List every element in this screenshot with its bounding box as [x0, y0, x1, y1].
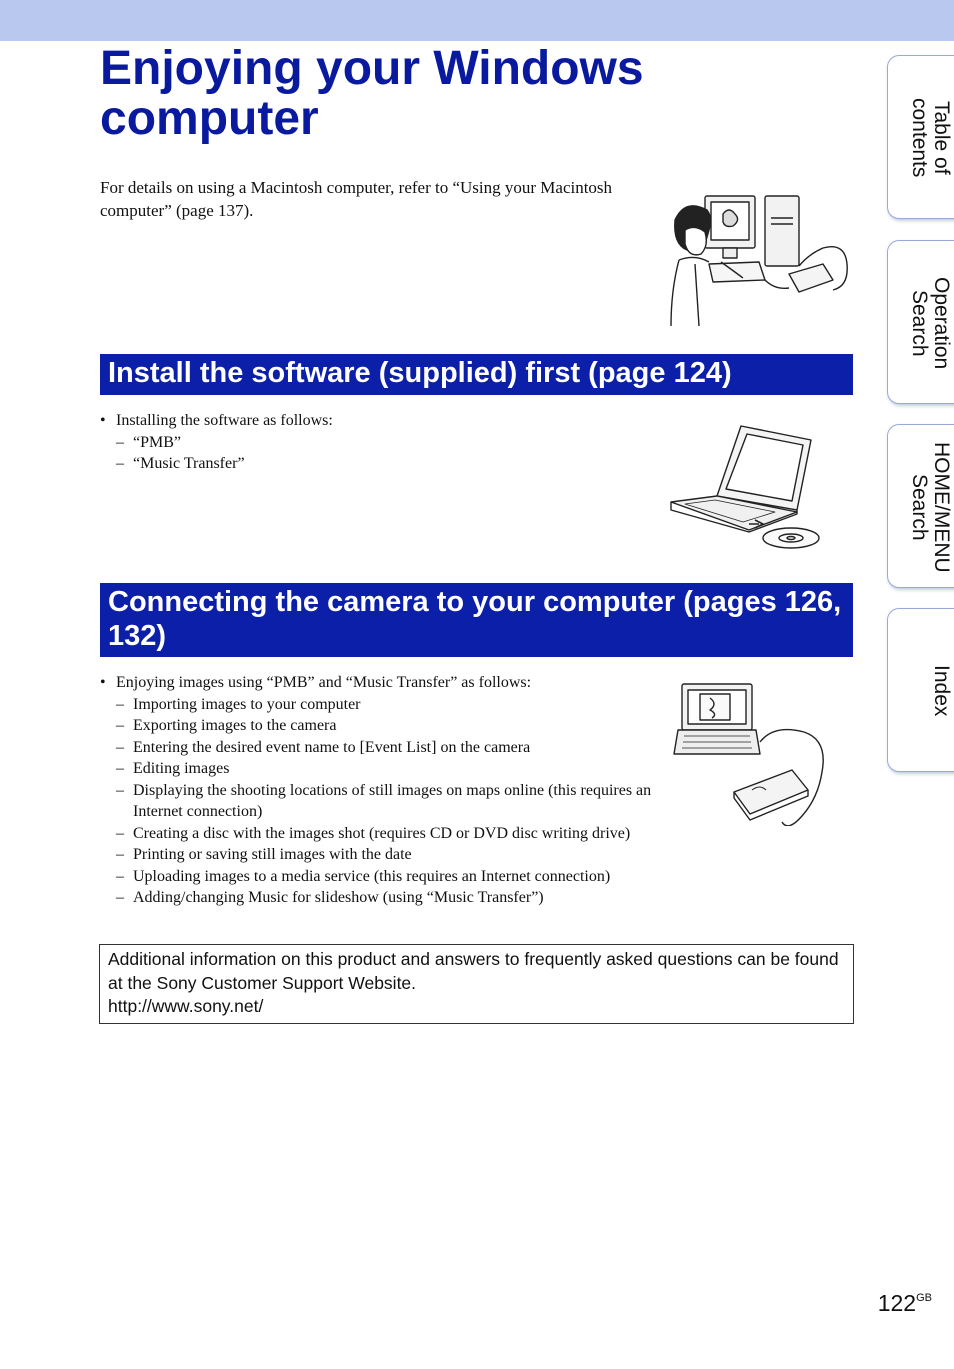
list-item: – “Music Transfer” — [116, 455, 245, 472]
install-list — [100, 410, 620, 475]
laptop-disc-illustration — [665, 420, 825, 552]
list-bullet: • Installing the software as follows: — [100, 410, 620, 432]
list-bullet: • Enjoying images using “PMB” and “Music Transfer” as follows: — [100, 672, 670, 694]
page-number: $122^{GB}$ — [877, 1290, 932, 1316]
support-url-link[interactable]: http://www.sony.net/ — [108, 996, 264, 1016]
tab-table-of-contents[interactable] — [887, 55, 954, 219]
bullet-icon: • — [100, 412, 106, 429]
tab-index[interactable] — [887, 608, 954, 772]
list-item: – Displaying the shooting locations of still images on maps online (this requires an Internet connection) — [116, 781, 652, 820]
laptop-camera-illustration — [672, 680, 834, 826]
page-title: Enjoying your Windows computer — [100, 42, 644, 145]
list-item: – Importing images to your computer — [116, 695, 361, 713]
list-item: – Uploading images to a media service (this requires an Internet connection) — [116, 867, 611, 885]
bullet-icon: • — [100, 674, 106, 691]
list-item: – Adding/changing Music for slideshow (using “Music Transfer”) — [116, 889, 544, 906]
list-item: – “PMB” — [116, 433, 181, 451]
list-item: – Printing or saving still images with the date — [116, 846, 412, 863]
section-heading-connecting: Connecting the camera to your computer (pages 126, 132) — [100, 583, 853, 657]
intro-text: For details on using a Macintosh computer, refer to “Using your Macintosh computer” (page 137). — [100, 178, 613, 220]
section-heading-install: Install the software (supplied) first (page 124) — [100, 354, 853, 395]
list-item: – Exporting images to the camera — [116, 717, 337, 734]
tab-operation-search[interactable] — [887, 240, 954, 404]
tab-home-menu-search[interactable] — [887, 424, 954, 588]
list-item: – Creating a disc with the images shot (requires CD or DVD disc writing drive) — [116, 824, 631, 842]
page-number-suffix: GB — [916, 1292, 932, 1304]
list-item: – Editing images — [116, 760, 230, 777]
tab-label: HOME/MENU Search — [908, 441, 953, 573]
sub-list — [100, 694, 670, 909]
sub-list — [100, 432, 620, 475]
top-band — [0, 0, 954, 41]
list-item: – Entering the desired event name to [Event List] on the camera — [116, 738, 531, 756]
person-computer-illustration — [665, 190, 855, 330]
tab-label: Operation Search — [908, 276, 953, 370]
support-info-box — [99, 944, 854, 1024]
connecting-list — [100, 672, 670, 909]
tab-label: Index — [930, 665, 953, 717]
support-info-text: Additional information on this product and answers to frequently asked questions can be found at the Sony Customer Support Website. — [108, 949, 839, 993]
tab-label: Table of contents — [908, 98, 953, 178]
